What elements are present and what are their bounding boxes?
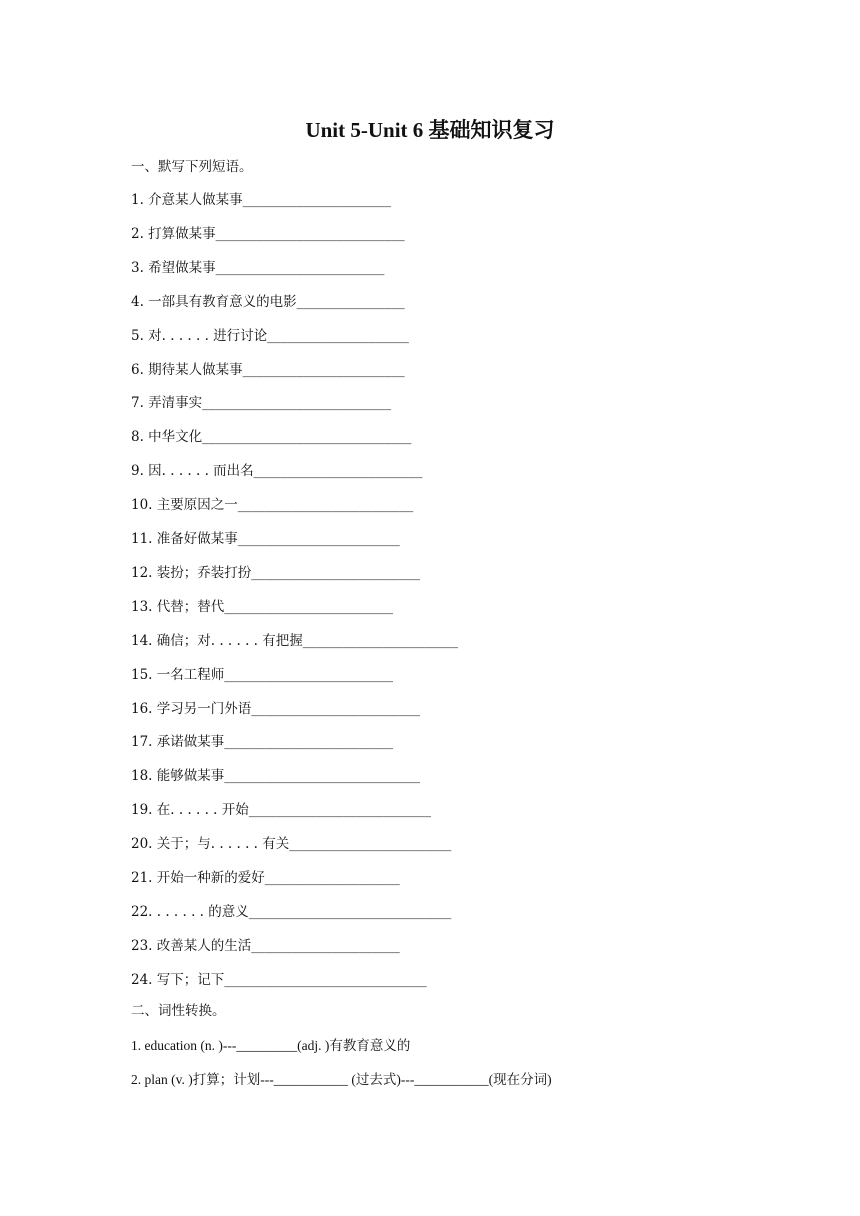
phrase-item: 10. 主要原因之一__________________________ bbox=[131, 497, 414, 514]
phrase-item: 8. 中华文化_______________________________ bbox=[131, 429, 412, 446]
phrase-item: 21. 开始一种新的爱好____________________ bbox=[131, 870, 400, 886]
phrase-item: 5. 对. . . . . . 进行讨论_____________________ bbox=[131, 327, 409, 344]
phrase-item: 7. 弄清事实____________________________ bbox=[131, 395, 392, 412]
phrase-item: 12. 装扮；乔装打扮_________________________ bbox=[131, 564, 421, 581]
phrase-item: 14. 确信；对. . . . . . 有把握_______________________ bbox=[131, 632, 459, 649]
phrase-item: 3. 希望做某事_________________________ bbox=[131, 259, 385, 276]
phrase-item: 6. 期待某人做某事________________________ bbox=[131, 361, 405, 378]
phrase-item: 16. 学习另一门外语_________________________ bbox=[131, 700, 421, 717]
phrase-item: 15. 一名工程师_________________________ bbox=[131, 666, 394, 683]
phrase-item: 17. 承诺做某事_________________________ bbox=[131, 734, 394, 751]
phrase-item: 11. 准备好做某事________________________ bbox=[131, 531, 400, 547]
phrase-item: 19. 在. . . . . . 开始___________________________ bbox=[131, 802, 432, 819]
phrase-item: 1. 介意某人做某事______________________ bbox=[131, 192, 392, 208]
phrase-item: 4. 一部具有教育意义的电影________________ bbox=[131, 293, 405, 310]
phrase-item: 9. 因. . . . . . 而出名_________________________ bbox=[131, 463, 423, 480]
phrase-item: 18. 能够做某事_____________________________ bbox=[131, 768, 421, 785]
conversion-item: 2. plan (v. )打算；计划---___________ (过去式)---___________(现在分词) bbox=[131, 1072, 552, 1087]
phrase-item: 23. 改善某人的生活______________________ bbox=[131, 937, 400, 954]
phrase-item: 13. 代替；替代_________________________ bbox=[131, 598, 394, 615]
phrase-item: 2. 打算做某事____________________________ bbox=[131, 225, 405, 242]
section-2-heading: 二、词性转换。 bbox=[131, 1003, 226, 1019]
conversion-item: 1. education (n. )---_________(adj. )有教育意义的 bbox=[131, 1038, 411, 1053]
phrase-item: 20. 关于；与. . . . . . 有关________________________ bbox=[131, 836, 452, 853]
phrase-item: 24. 写下；记下______________________________ bbox=[131, 971, 427, 988]
section-1-heading: 一、默写下列短语。 bbox=[131, 159, 253, 175]
page-title: Unit 5-Unit 6 基础知识复习 bbox=[305, 118, 555, 142]
phrase-item: 22. . . . . . . 的意义______________________________ bbox=[131, 903, 452, 920]
